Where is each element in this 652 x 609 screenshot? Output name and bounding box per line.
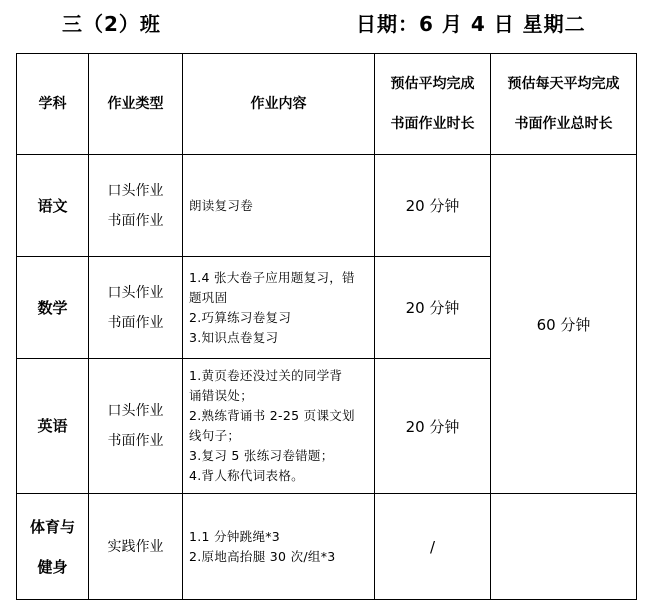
content-line: 1.黄页卷还没过关的同学背 <box>189 368 343 383</box>
total-duration-cell: 60 分钟 <box>491 155 637 494</box>
date-line: 日期：6 月 4 日 星期二 <box>356 12 586 36</box>
type-cell <box>89 155 183 257</box>
subject-cell: 数学 <box>17 257 89 359</box>
content-cell <box>183 494 375 600</box>
content-cell <box>183 155 375 257</box>
content-line: 朗读复习卷 <box>189 197 254 213</box>
subject-cell <box>17 494 89 600</box>
content-cell <box>183 257 375 359</box>
content-line: 2.巧算练习卷复习 <box>189 309 292 325</box>
type-label: 书面作业 <box>107 212 164 229</box>
col-header-total-line1: 预估每天平均完成 <box>507 76 620 92</box>
content-line: 4.背人称代词表格。 <box>189 468 304 483</box>
type-cell <box>89 257 183 359</box>
type-cell <box>89 494 183 600</box>
content-cell <box>183 359 375 494</box>
col-header-subject: 学科 <box>17 54 89 155</box>
col-header-content: 作业内容 <box>183 54 375 155</box>
col-header-total <box>491 54 637 155</box>
col-header-duration <box>375 54 491 155</box>
subject-line: 健身 <box>37 557 68 576</box>
duration-cell: 20 分钟 <box>375 155 491 257</box>
col-header-total-line2: 书面作业总时长 <box>514 116 613 132</box>
col-header-type: 作业类型 <box>89 54 183 155</box>
content-line: 2.原地高抬腿 30 次/组*3 <box>189 548 336 564</box>
type-label: 实践作业 <box>107 538 164 555</box>
type-label: 书面作业 <box>107 433 164 449</box>
duration-cell: 20 分钟 <box>375 257 491 359</box>
table-row-chinese <box>17 155 637 257</box>
content-line: 2.熟练背诵书 2-25 页课文划 <box>189 408 355 423</box>
total-duration-empty-cell <box>491 494 637 600</box>
subject-cell: 语文 <box>17 155 89 257</box>
col-header-duration-line1: 预估平均完成 <box>390 76 475 92</box>
subject-line: 体育与 <box>29 517 75 536</box>
content-line: 1.1 分钟跳绳*3 <box>189 528 281 544</box>
duration-cell: 20 分钟 <box>375 359 491 494</box>
table-row-pe <box>17 494 637 600</box>
header-row <box>17 54 637 155</box>
subject-cell: 英语 <box>17 359 89 494</box>
type-cell <box>89 359 183 494</box>
type-label: 口头作业 <box>107 182 164 199</box>
col-header-duration-line2: 书面作业时长 <box>390 116 475 132</box>
content-line: 1.4 张大卷子应用题复习，错 <box>189 269 355 285</box>
type-label: 口头作业 <box>107 284 164 301</box>
content-line: 诵错误处； <box>189 388 254 403</box>
content-line: 3.复习 5 张练习卷错题； <box>189 448 334 463</box>
content-line: 线句子； <box>189 428 241 443</box>
type-label: 口头作业 <box>107 403 164 419</box>
duration-cell: / <box>375 494 491 600</box>
type-label: 书面作业 <box>107 314 164 331</box>
homework-table <box>16 53 637 600</box>
class-title: 三（2）班 <box>62 12 161 36</box>
content-line: 题巩固 <box>189 289 228 305</box>
content-line: 3.知识点卷复习 <box>189 329 279 345</box>
